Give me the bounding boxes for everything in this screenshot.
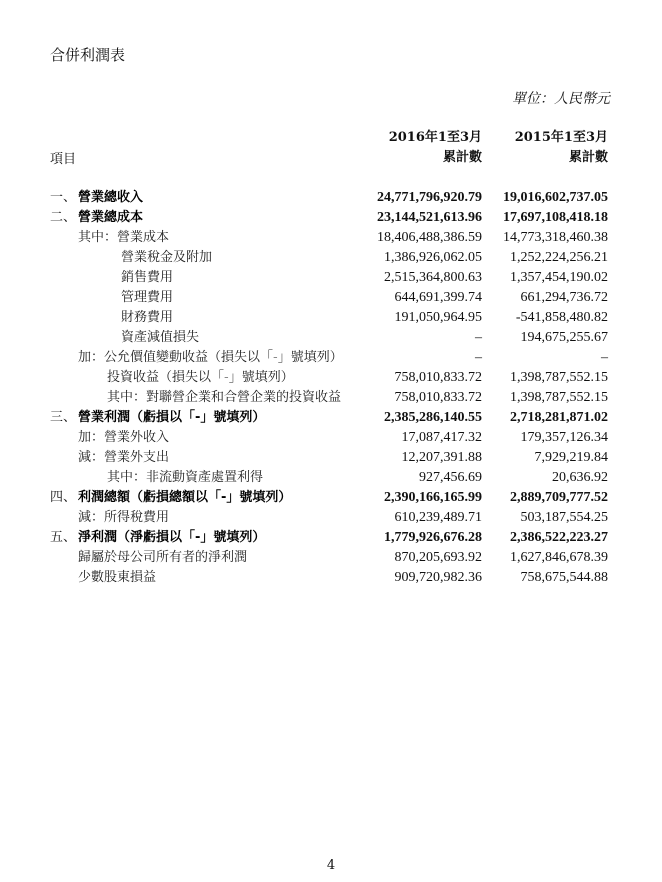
table-row <box>0 488 662 508</box>
row-label: 加：營業外收入 <box>78 430 170 445</box>
column-header-cumulative: 累計數 <box>442 150 482 165</box>
row-label: 少數股東損益 <box>78 570 157 585</box>
row-label: 營業稅金及附加 <box>121 250 213 265</box>
table-row <box>0 208 662 228</box>
value-2016: 927,456.69 <box>419 470 482 485</box>
table-row <box>0 228 662 248</box>
value-2016: 610,239,489.71 <box>394 510 482 525</box>
row-label: 其中：對聯營企業和合營企業的投資收益 <box>107 390 342 405</box>
table-row <box>0 288 662 308</box>
row-label: 投資收益（損失以「-」號填列） <box>107 370 294 385</box>
column-header-period: 2016年1至3月 <box>388 130 482 145</box>
column-header-period: 2015年1至3月 <box>514 130 608 145</box>
currency-unit: 單位：人民幣元 <box>512 91 610 107</box>
value-2016: 644,691,399.74 <box>394 290 482 305</box>
table-row <box>0 268 662 288</box>
value-2016: 2,385,286,140.55 <box>384 410 482 425</box>
value-2016: 17,087,417.32 <box>401 430 482 445</box>
value-2016: 1,386,926,062.05 <box>384 250 482 265</box>
row-number: 四、 <box>50 490 77 505</box>
value-2015: 14,773,318,460.38 <box>503 230 608 245</box>
row-label: 銷售費用 <box>121 270 174 285</box>
value-2016: 758,010,833.72 <box>394 390 482 405</box>
row-label: 其中：營業成本 <box>78 230 170 245</box>
value-2015: -541,858,480.82 <box>515 310 608 325</box>
row-label: 其中：非流動資產處置利得 <box>107 470 264 485</box>
value-2015: 503,187,554.25 <box>520 510 608 525</box>
table-row <box>0 468 662 488</box>
table-row <box>0 348 662 368</box>
value-2015: 1,252,224,256.21 <box>510 250 608 265</box>
page-number: 4 <box>326 858 336 873</box>
value-2016: 2,515,364,800.63 <box>384 270 482 285</box>
row-number: 一、 <box>50 190 77 205</box>
value-2015: 179,357,126.34 <box>520 430 608 445</box>
row-label: 管理費用 <box>121 290 174 305</box>
value-2015: 7,929,219.84 <box>534 450 608 465</box>
table-row <box>0 528 662 548</box>
income-statement-table <box>0 188 662 588</box>
value-2016: 12,207,391.88 <box>401 450 482 465</box>
value-2015: 2,889,709,777.52 <box>510 490 608 505</box>
table-row <box>0 188 662 208</box>
value-2015: 194,675,255.67 <box>520 330 608 345</box>
value-2016: 1,779,926,676.28 <box>384 530 482 545</box>
value-2015: 1,398,787,552.15 <box>510 390 608 405</box>
row-number: 二、 <box>50 210 77 225</box>
row-label: 淨利潤（淨虧損以「-」號填列） <box>78 530 266 545</box>
value-2016: 191,050,964.95 <box>394 310 482 325</box>
table-row <box>0 448 662 468</box>
table-row <box>0 368 662 388</box>
value-2016: – <box>475 350 482 365</box>
value-2015: 19,016,602,737.05 <box>503 190 608 205</box>
row-label: 營業利潤（虧損以「-」號填列） <box>78 410 266 425</box>
value-2015: 758,675,544.88 <box>520 570 608 585</box>
row-label: 減：營業外支出 <box>78 450 170 465</box>
table-row <box>0 568 662 588</box>
column-header-item: 項目 <box>50 152 77 167</box>
table-row <box>0 308 662 328</box>
value-2016: 23,144,521,613.96 <box>377 210 482 225</box>
value-2016: – <box>475 330 482 345</box>
table-row <box>0 428 662 448</box>
column-header-2015 <box>515 128 608 168</box>
value-2015: 2,386,522,223.27 <box>510 530 608 545</box>
value-2016: 758,010,833.72 <box>394 370 482 385</box>
row-label: 歸屬於母公司所有者的淨利潤 <box>78 550 248 565</box>
table-row <box>0 328 662 348</box>
value-2016: 18,406,488,386.59 <box>377 230 482 245</box>
row-number: 三、 <box>50 410 77 425</box>
table-row <box>0 388 662 408</box>
value-2015: 20,636.92 <box>552 470 608 485</box>
value-2016: 870,205,693.92 <box>394 550 482 565</box>
value-2016: 24,771,796,920.79 <box>377 190 482 205</box>
row-label: 營業總成本 <box>78 210 144 225</box>
value-2015: 1,627,846,678.39 <box>510 550 608 565</box>
table-row <box>0 248 662 268</box>
row-number: 五、 <box>50 530 77 545</box>
row-label: 利潤總額（虧損總額以「-」號填列） <box>78 490 292 505</box>
table-row <box>0 548 662 568</box>
column-header-cumulative: 累計數 <box>568 150 608 165</box>
value-2015: 1,357,454,190.02 <box>510 270 608 285</box>
value-2015: 1,398,787,552.15 <box>510 370 608 385</box>
value-2015: 2,718,281,871.02 <box>510 410 608 425</box>
table-row <box>0 508 662 528</box>
column-header-2016 <box>389 128 482 168</box>
value-2015: – <box>601 350 608 365</box>
value-2015: 661,294,736.72 <box>520 290 608 305</box>
row-label: 財務費用 <box>121 310 174 325</box>
table-row <box>0 408 662 428</box>
page-title: 合併利潤表 <box>50 46 126 64</box>
row-label: 加：公允價值變動收益（損失以「-」號填列） <box>78 350 343 365</box>
value-2016: 909,720,982.36 <box>394 570 482 585</box>
value-2016: 2,390,166,165.99 <box>384 490 482 505</box>
row-label: 減：所得稅費用 <box>78 510 170 525</box>
value-2015: 17,697,108,418.18 <box>503 210 608 225</box>
row-label: 營業總收入 <box>78 190 144 205</box>
row-label: 資產減值損失 <box>121 330 200 345</box>
